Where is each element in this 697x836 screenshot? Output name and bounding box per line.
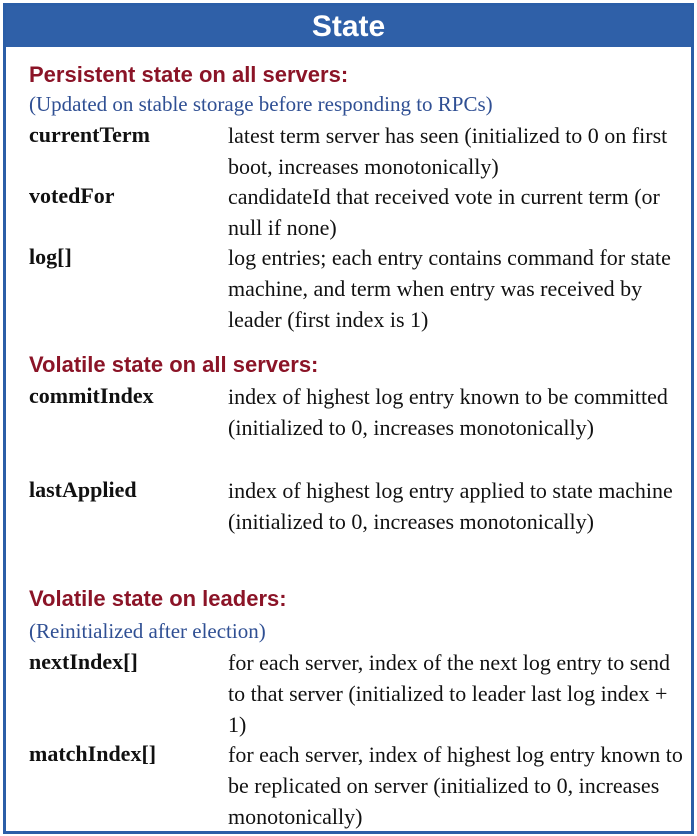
field-desc-lastapplied: index of highest log entry applied to state machine (initialized to 0, increases monotonically) (228, 478, 673, 534)
field-name-lastapplied: lastApplied (29, 477, 137, 502)
field-desc-nextindex: for each server, index of the next log entry to send to that server (initialized to leader last log index + 1) (228, 650, 671, 737)
field-desc-log: log entries; each entry contains command for state machine, and term when entry was received by leader (first index is 1) (228, 245, 671, 332)
card-header: State (6, 6, 691, 47)
section-note-persistent: (Updated on stable storage before responding to RPCs) (29, 92, 493, 116)
field-desc-votedfor: candidateId that received vote in current term (or null if none) (228, 184, 660, 240)
field-name-votedfor: votedFor (29, 183, 115, 208)
section-title-volatile-leaders: Volatile state on leaders: (29, 586, 287, 611)
section-title-persistent: Persistent state on all servers: (29, 62, 349, 87)
field-desc-currentterm: latest term server has seen (initialized to 0 on first boot, increases monotonically) (228, 123, 668, 179)
field-desc-commitindex: index of highest log entry known to be committed (initialized to 0, increases monotonically) (228, 384, 668, 440)
field-name-log: log[] (29, 244, 72, 269)
field-name-currentterm: currentTerm (29, 122, 150, 147)
field-name-matchindex: matchIndex[] (29, 741, 157, 766)
section-title-volatile-servers: Volatile state on all servers: (29, 352, 319, 377)
field-name-commitindex: commitIndex (29, 383, 154, 408)
section-note-leaders: (Reinitialized after election) (29, 619, 266, 643)
state-card (3, 3, 694, 834)
field-name-nextindex: nextIndex[] (29, 649, 138, 674)
field-desc-matchindex: for each server, index of highest log entry known to be replicated on server (initialized to 0, increases monotonically) (228, 742, 683, 829)
